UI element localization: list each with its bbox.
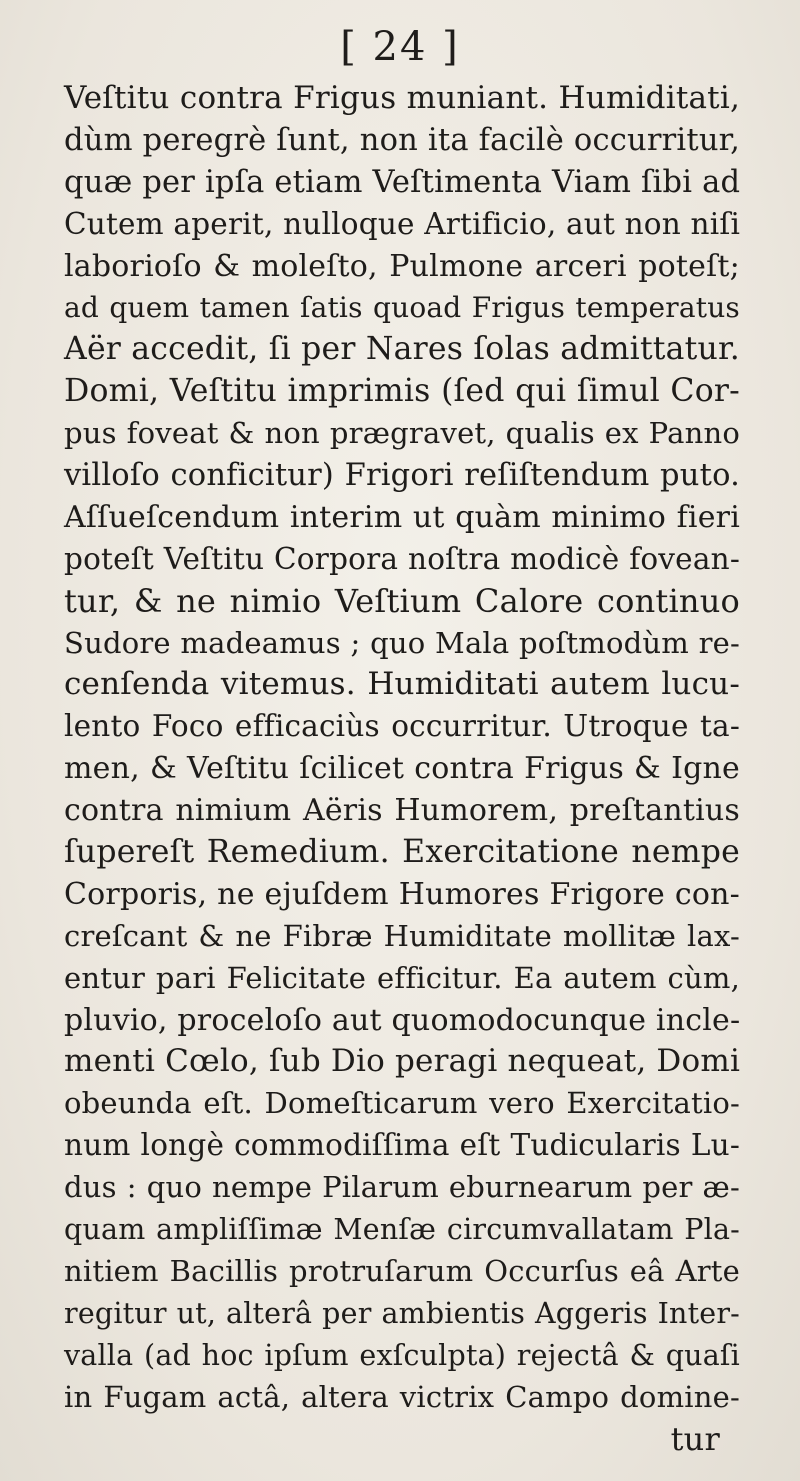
text-line: poteſt Veſtitu Corpora noſtra modicè fovean- [64,541,740,576]
text-line: contra nimium Aëris Humorem, preſtantius [64,793,740,829]
text-line: num longè commodiſſima eſt Tudicularis Lu- [64,1128,740,1163]
text-line: men, & Veſtitu ſcilicet contra Frigus & Igne [64,751,740,787]
text-line: valla (ad hoc ipſum exſculpta) rejectâ & quaſi [64,1338,740,1372]
body-text [64,78,740,1460]
text-line: quam ampliſſimæ Menſæ circumvallatam Pla- [64,1213,740,1247]
text-line: menti Cœlo, ſub Dio peragi nequeat, Domi [64,1043,741,1080]
text-line: dùm peregrè ſunt, non ita facilè occurritur, [64,122,740,158]
text-line: entur pari Felicitate efficitur. Ea autem cùm, [64,960,740,995]
text-line: villoſo conficitur) Frigori reſiſtendum puto. [64,458,740,494]
text-line: pluvio, proceloſo aut quomodocunque incle- [64,1002,741,1038]
text-line: Aër accedit, ſi per Nares ſolas admittatur. [64,331,740,368]
text-line: Veſtitu contra Frigus muniant. Humiditati, [64,80,740,116]
text-line: ad quem tamen ſatis quoad Frigus temperatus [64,291,740,325]
text-line: creſcant & ne Fibræ Humiditate mollitæ lax- [64,918,740,953]
text-line: laborioſo & moleſto, Pulmone arceri poteſt; [64,248,740,284]
page-number: [ 24 ] [340,24,460,70]
text-line: lento Foco efficaciùs occurritur. Utroque ta- [64,709,740,744]
text-line: Aſſueſcendum interim ut quàm minimo fieri [64,499,740,535]
catchword: tur [670,1419,720,1458]
text-line: Sudore madeamus ; quo Mala poſtmodùm re- [64,625,740,660]
text-line: regitur ut, alterâ per ambientis Aggeris Inter- [64,1296,740,1330]
text-line: tur, & ne nimio Veſtium Calore continuo [64,581,740,620]
text-line: nitiem Bacillis protruſarum Occurſus eâ Arte [64,1253,740,1288]
text-line: pus foveat & non prægravet, qualis ex Panno [64,416,740,451]
text-line: Domi, Veſtitu imprimis (ſed qui ſimul Cor- [64,373,740,410]
text-line: ſupereſt Remedium. Exercitatione nempe [64,834,740,871]
text-line: in Fugam actâ, altera victrix Campo domine- [64,1379,740,1414]
text-line: Corporis, ne ejuſdem Humores Frigore con- [64,876,740,912]
text-line: cenſenda vitemus. Humiditati autem lucu- [64,666,740,703]
text-line: obeunda eſt. Domeſticarum vero Exercitatio- [64,1086,740,1121]
text-line: Cutem aperit, nulloque Artificio, aut non niſi [64,206,741,241]
text-line: quæ per ipſa etiam Veſtimenta Viam ſibi ad [64,164,741,200]
text-line: dus : quo nempe Pilarum eburnearum per æ- [64,1170,740,1205]
